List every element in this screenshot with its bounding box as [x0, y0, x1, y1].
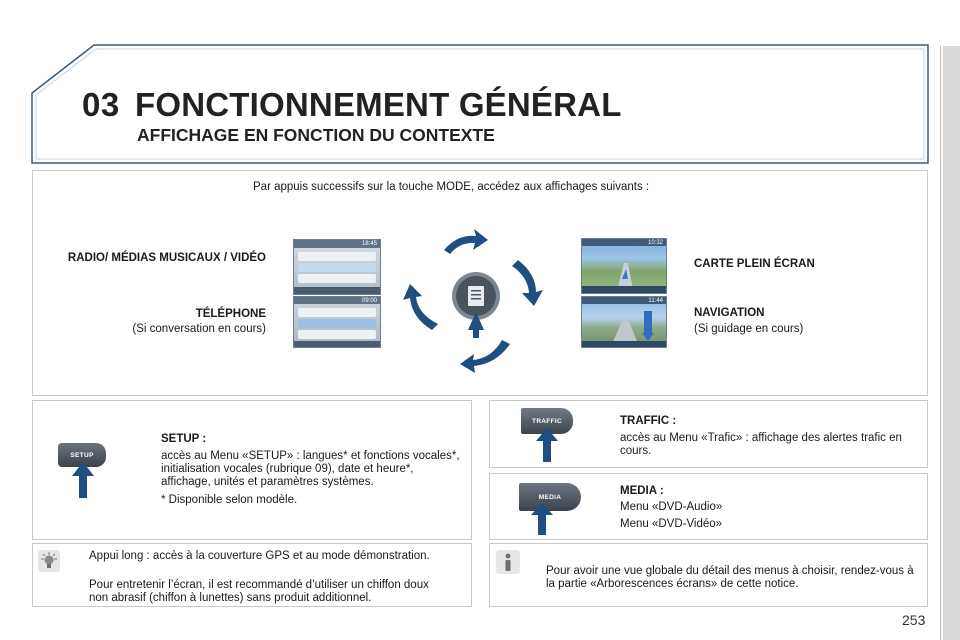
navigation-screen-thumbnail: [581, 296, 667, 348]
label-telephone-sub: (Si conversation en cours): [132, 323, 266, 335]
radio-screen-time: 18:45: [361, 241, 377, 247]
radio-screen-thumbnail: [293, 239, 381, 295]
label-full-map: CARTE PLEIN ÉCRAN: [694, 258, 815, 270]
note-menu-tree: Pour avoir une vue globale du détail des menus à choisir, rendez-vous à la partie «Arborescences écrans» de cette notice.: [546, 565, 914, 590]
setup-description: accès au Menu «SETUP» : langues* et fonctions vocales*, initialisation vocales (rubrique 09), date et heure*, affichage, unités et paramètres systèmes.: [161, 450, 460, 488]
media-title: MEDIA :: [620, 485, 664, 497]
info-icon: [496, 550, 520, 574]
chapter-number: 03: [82, 86, 120, 123]
arrow-icon: [512, 260, 543, 306]
media-menu-dvd-video: Menu «DVD-Vidéo»: [620, 518, 723, 530]
full-map-screen-time: 10:32: [647, 240, 663, 246]
label-telephone: TÉLÉPHONE: [195, 308, 266, 320]
setup-button[interactable]: SETUP: [58, 443, 106, 467]
label-navigation: NAVIGATION: [694, 307, 765, 319]
telephone-screen-time: 09:00: [361, 298, 377, 304]
setup-title: SETUP :: [161, 433, 207, 445]
label-radio-media: RADIO/ MÉDIAS MUSICAUX / VIDÉO: [67, 252, 266, 264]
arrow-icon: [70, 462, 96, 498]
intro-text: Par appuis successifs sur la touche MODE, accédez aux affichages suivants :: [253, 181, 650, 193]
media-button[interactable]: MEDIA: [519, 483, 581, 511]
arrow-icon: [530, 503, 554, 535]
full-map-screen-thumbnail: [581, 238, 667, 294]
navigation-screen-time: 11:44: [648, 298, 663, 304]
traffic-button[interactable]: TRAFFIC: [521, 408, 573, 434]
traffic-title: TRAFFIC :: [620, 415, 677, 427]
mode-cycle-diagram: [396, 226, 556, 376]
traffic-description: accès au Menu «Trafic» : affichage des alertes trafic en cours.: [620, 432, 902, 457]
arrow-icon: [403, 284, 438, 330]
label-navigation-sub: (Si guidage en cours): [694, 323, 804, 335]
media-menu-dvd-audio: Menu «DVD-Audio»: [620, 501, 723, 513]
arrow-icon: [444, 229, 488, 254]
light-bulb-icon: [38, 550, 60, 572]
note-long-press: Appui long : accès à la couverture GPS et au mode démonstration.: [89, 550, 430, 562]
page-number: 253: [902, 612, 926, 628]
note-screen-care: Pour entretenir l’écran, il est recommandé d’utiliser un chiffon doux non abrasif (chiffon à lunettes) sans produit additionnel.: [89, 579, 429, 604]
page-subtitle: AFFICHAGE EN FONCTION DU CONTEXTE: [137, 125, 495, 145]
page-title: FONCTIONNEMENT GÉNÉRAL: [135, 86, 622, 123]
setup-footnote: * Disponible selon modèle.: [161, 494, 298, 506]
arrow-icon: [460, 340, 510, 373]
telephone-screen-thumbnail: [293, 296, 381, 348]
arrow-icon: [535, 428, 559, 462]
